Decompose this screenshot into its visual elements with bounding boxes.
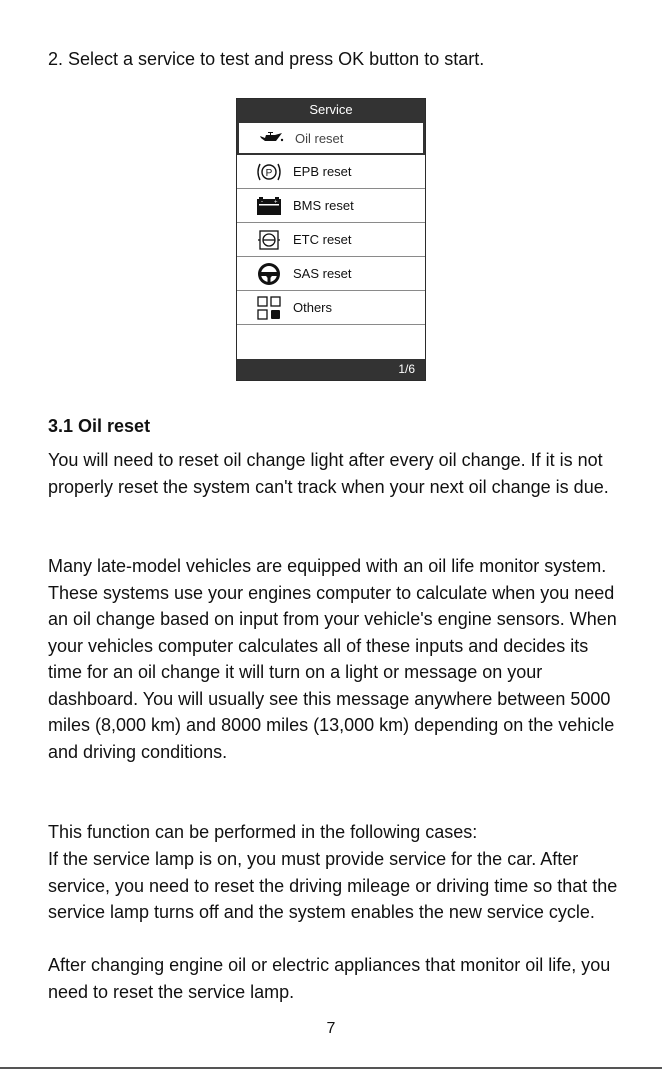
menu-item-label: BMS reset: [293, 198, 354, 213]
paragraph-case-service-lamp: If the service lamp is on, you must provide service for the car. After service, you need to reset the driving mileage or driving time so that the service lamp turns off and the system enables the new service cycle.: [48, 849, 618, 922]
menu-item-label: Oil reset: [295, 130, 344, 146]
menu-item-sas-reset[interactable]: [237, 257, 425, 291]
page-indicator: 1/6: [237, 359, 425, 380]
throttle-icon: [251, 228, 287, 252]
menu-item-label: EPB reset: [293, 164, 352, 179]
section-title: 3.1 Oil reset: [48, 416, 151, 436]
paragraph-case-oil-change: After changing engine oil or electric appliances that monitor oil life, you need to reset the service lamp.: [48, 955, 611, 1002]
svg-text:-: -: [261, 198, 263, 205]
menu-item-others[interactable]: [237, 291, 425, 325]
svg-text:P: P: [265, 167, 273, 179]
menu-item-etc-reset[interactable]: [237, 223, 425, 257]
menu-item-label: ETC reset: [293, 232, 352, 247]
service-menu-screen: [236, 98, 426, 381]
step-instruction: 2. Select a service to test and press OK button to start.: [48, 49, 485, 69]
menu-item-epb-reset[interactable]: [237, 155, 425, 189]
menu-item-oil-reset[interactable]: [237, 121, 425, 155]
paragraph-cases-intro: This function can be performed in the following cases:: [48, 822, 478, 842]
menu-item-label: SAS reset: [293, 266, 352, 281]
menu-item-bms-reset[interactable]: [237, 189, 425, 223]
page-number: 7: [326, 1020, 336, 1037]
grid-icon: [251, 296, 287, 320]
screen-title: Service: [237, 99, 425, 121]
svg-text:+: +: [274, 199, 278, 205]
parking-brake-icon: [251, 160, 287, 184]
battery-icon: [251, 194, 287, 218]
steering-wheel-icon: [251, 262, 287, 286]
paragraph-intro: You will need to reset oil change light after every oil change. If it is not properly reset the system can't track when your next oil change is due.: [48, 450, 609, 497]
oil-can-icon: [253, 126, 289, 150]
bottom-rule: [0, 1067, 662, 1069]
paragraph-oil-life-monitor: Many late-model vehicles are equipped with an oil life monitor system. These systems use your engines computer to calculate when you need an oil change based on input from your vehicle's engine sensors. When your vehicles computer calculates all of these inputs and decides its time for an oil change it will turn on a light or message on your dashboard. You will usually see this message anywhere between 5000 miles (8,000 km) and 8000 miles (13,000 km) depending on the vehicle and driving conditions.: [48, 556, 617, 762]
menu-item-label: Others: [293, 300, 333, 315]
